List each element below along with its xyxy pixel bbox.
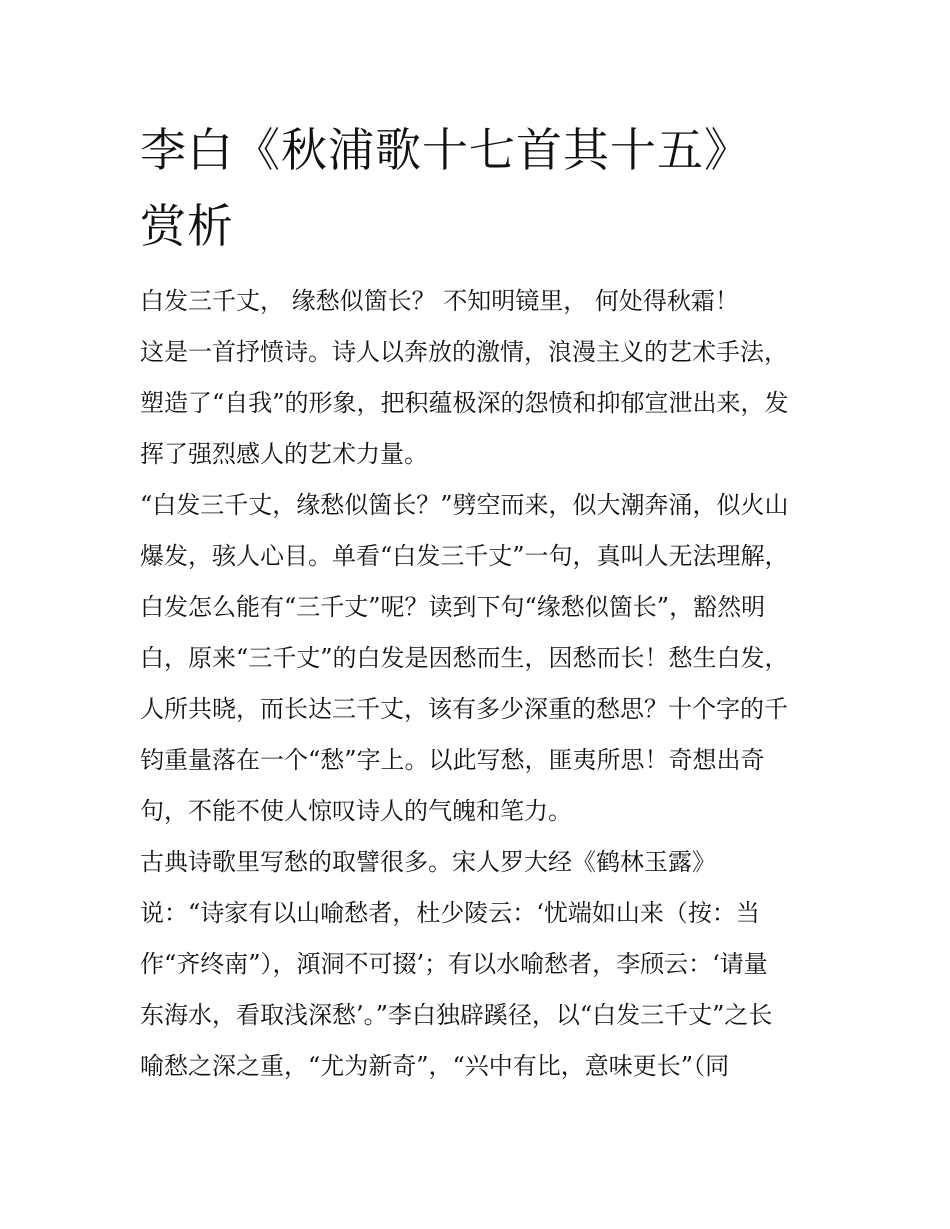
- text-line: 塑造了“自我”的形象，把积蕴极深的怨愤和抑郁宣泄出来，发: [140, 389, 789, 417]
- poem-line: 白发三千丈， 缘愁似箇长？ 不知明镜里， 何处得秋霜！: [140, 287, 739, 315]
- text-line: 作“齐终南”），澒洞不可掇’；有以水喻愁者，李颀云：‘请量: [140, 950, 768, 978]
- text-line: 挥了强烈感人的艺术力量。: [140, 440, 428, 468]
- text-line: 人所共晓，而长达三千丈，该有多少深重的愁思？十个字的千: [140, 695, 788, 723]
- text-line: 白，原来“三千丈”的白发是因愁而生，因愁而长！愁生白发，: [140, 644, 789, 672]
- text-line: 白发怎么能有“三千丈”呢？读到下句“缘愁似箇长”，豁然明: [140, 593, 766, 621]
- title-line: 赏析: [140, 199, 234, 253]
- text-line: 东海水，看取浅深愁’。”李白独辟蹊径，以“白发三千丈”之长: [140, 1001, 773, 1029]
- article-body: [140, 281, 830, 1097]
- text-line: 喻愁之深之重，“尤为新奇”，“兴中有比，意味更长”（同: [140, 1052, 730, 1080]
- text-line: 句，不能不使人惊叹诗人的气魄和笔力。: [140, 797, 572, 825]
- text-line: 说：“诗家有以山喻愁者，杜少陵云：‘忧端如山来（按：当: [140, 899, 760, 927]
- text-line: 这是一首抒愤诗。诗人以奔放的激情，浪漫主义的艺术手法，: [140, 338, 788, 366]
- text-line: 钧重量落在一个“愁”字上。以此写愁，匪夷所思！奇想出奇: [140, 746, 765, 774]
- page-title: [140, 112, 840, 264]
- text-line: “白发三千丈，缘愁似箇长？”劈空而来，似大潮奔涌，似火山: [140, 491, 789, 519]
- title-line: 李白《秋浦歌十七首其十五》: [140, 123, 751, 177]
- text-line: 爆发，骇人心目。单看“白发三千丈”一句，真叫人无法理解，: [140, 542, 789, 570]
- text-line: 古典诗歌里写愁的取譬很多。宋人罗大经《鹤林玉露》: [140, 848, 716, 876]
